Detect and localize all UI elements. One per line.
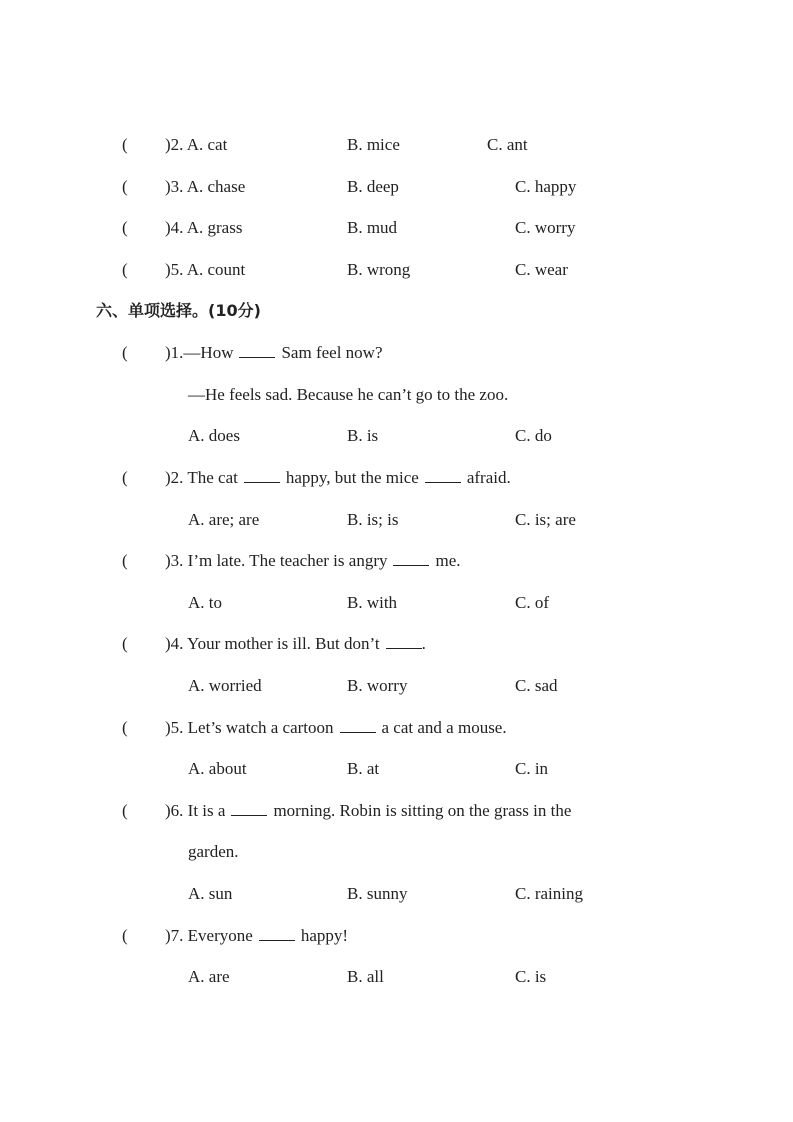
question-1 (165, 343, 383, 363)
answer-paren[interactable]: ( (122, 260, 128, 279)
answer-paren[interactable]: ( (122, 343, 128, 362)
answer-paren[interactable]: ( (122, 551, 128, 570)
option-c: C. raining (515, 884, 583, 903)
option-c: C. of (515, 593, 549, 612)
answer-paren[interactable]: ( (122, 218, 128, 237)
option-c: C. sad (515, 676, 558, 695)
question-4 (165, 634, 426, 654)
option-b: B. mice (347, 135, 400, 154)
answer-blank (244, 468, 280, 483)
question-text: )5. Let’s watch a cartoon (165, 718, 334, 737)
answer-blank (239, 343, 275, 358)
question-text: me. (435, 551, 461, 570)
answer-blank (386, 634, 422, 649)
option-a: A. are; are (188, 510, 260, 529)
option-c: C. happy (515, 177, 577, 196)
question-stem: )2. A. cat (165, 135, 228, 154)
question-stem: )4. A. grass (165, 218, 243, 237)
answer-paren[interactable]: ( (122, 135, 128, 154)
question-text: )6. It is a (165, 801, 226, 820)
option-b: B. deep (347, 177, 399, 196)
answer-blank (259, 926, 295, 941)
option-a: A. are (188, 967, 230, 986)
question-text: a cat and a mouse. (381, 718, 507, 737)
question-text: )7. Everyone (165, 926, 253, 945)
option-a: A. to (188, 593, 222, 612)
question-7 (165, 926, 348, 946)
question-text: happy! (300, 926, 349, 945)
option-c: C. worry (515, 218, 576, 237)
option-a: A. sun (188, 884, 233, 903)
question-text: morning. Robin is sitting on the grass in the (273, 801, 572, 820)
question-3 (165, 551, 461, 571)
question-text: happy, but the mice (285, 468, 419, 487)
option-c: C. ant (487, 135, 528, 154)
question-text: Sam feel now? (281, 343, 383, 362)
answer-paren[interactable]: ( (122, 801, 128, 820)
option-b: B. mud (347, 218, 398, 237)
option-b: B. sunny (347, 884, 408, 903)
option-c: C. is (515, 967, 547, 986)
question-text: )3. I’m late. The teacher is angry (165, 551, 388, 570)
question-6 (165, 801, 571, 821)
option-b: B. all (347, 967, 384, 986)
option-b: B. worry (347, 676, 408, 695)
option-b: B. at (347, 759, 380, 778)
answer-blank (340, 718, 376, 733)
answer-paren[interactable]: ( (122, 177, 128, 196)
section-heading: 六、单项选择。(10分) (96, 301, 261, 320)
question-text: )2. The cat (165, 468, 238, 487)
question-text: )4. Your mother is ill. But don’t (165, 634, 380, 653)
option-b: B. with (347, 593, 398, 612)
option-a: A. about (188, 759, 247, 778)
question-2 (165, 468, 511, 488)
question-stem: )3. A. chase (165, 177, 246, 196)
option-b: B. wrong (347, 260, 411, 279)
option-b: B. is; is (347, 510, 399, 529)
answer-paren[interactable]: ( (122, 468, 128, 487)
answer-blank (425, 468, 461, 483)
answer-blank (231, 801, 267, 816)
option-c: C. do (515, 426, 552, 445)
answer-blank (393, 551, 429, 566)
question-text: —He feels sad. Because he can’t go to the zoo. (188, 385, 509, 404)
option-b: B. is (347, 426, 379, 445)
question-text: )1.—How (165, 343, 234, 362)
option-a: A. worried (188, 676, 262, 695)
question-stem: )5. A. count (165, 260, 246, 279)
option-c: C. wear (515, 260, 568, 279)
question-text: garden. (188, 842, 239, 861)
option-c: C. in (515, 759, 549, 778)
option-c: C. is; are (515, 510, 576, 529)
answer-paren[interactable]: ( (122, 718, 128, 737)
question-text: afraid. (466, 468, 511, 487)
answer-paren[interactable]: ( (122, 634, 128, 653)
question-5 (165, 718, 507, 738)
option-a: A. does (188, 426, 240, 445)
question-text: . (421, 634, 426, 653)
answer-paren[interactable]: ( (122, 926, 128, 945)
